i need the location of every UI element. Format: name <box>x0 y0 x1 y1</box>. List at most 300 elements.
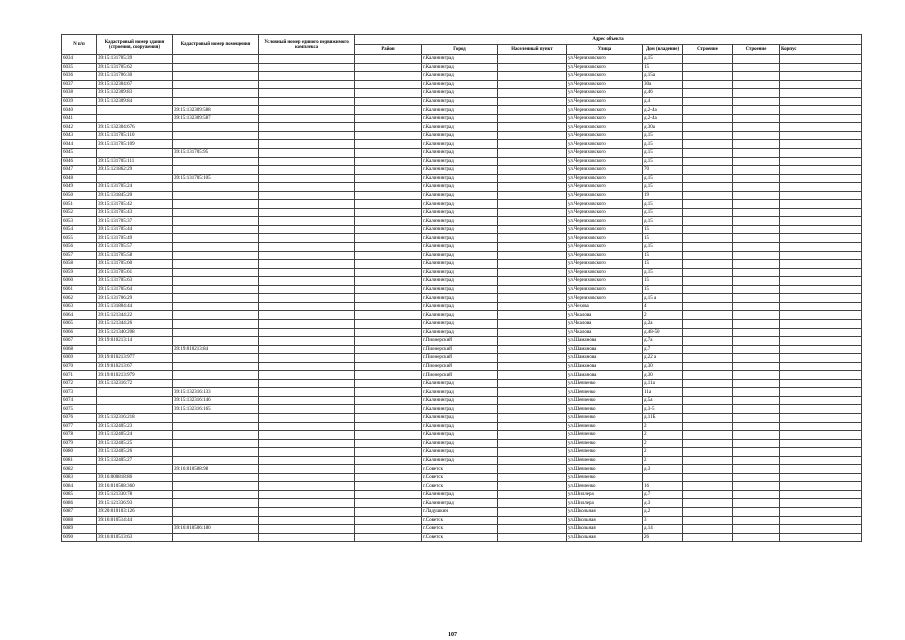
cell-settlement <box>498 337 567 346</box>
cell-num: 6042 <box>62 123 97 132</box>
cell-cad-room <box>173 268 259 277</box>
table-row <box>62 413 862 422</box>
cell-city: г.Советск <box>422 525 498 534</box>
cell-complex <box>259 285 355 294</box>
cell-street: ул.Черниховского <box>567 183 643 192</box>
cell-structure <box>733 388 780 397</box>
cell-street: ул.Шевченко <box>567 422 643 431</box>
cell-structure <box>733 302 780 311</box>
cell-corpus <box>780 217 862 226</box>
cell-settlement <box>498 183 567 192</box>
cell-complex <box>259 448 355 457</box>
cell-structure <box>733 439 780 448</box>
cell-cad-building: 39:15:132316:218 <box>97 413 173 422</box>
cell-street: ул.Шевченко <box>567 405 643 414</box>
header-cad-room: Кадастровый номер помещения <box>173 35 259 55</box>
cell-corpus <box>780 55 862 64</box>
cell-cad-room <box>173 208 259 217</box>
cell-num: 6076 <box>62 413 97 422</box>
cell-house: д.22 а <box>643 354 683 363</box>
cell-settlement <box>498 243 567 252</box>
cell-district <box>355 277 422 286</box>
cell-complex <box>259 431 355 440</box>
cell-building <box>683 123 733 132</box>
cell-num: 6061 <box>62 285 97 294</box>
header-complex: Условный номер единого недвижимого комплекса <box>259 35 355 55</box>
cell-num: 6057 <box>62 251 97 260</box>
cell-corpus <box>780 260 862 269</box>
cell-complex <box>259 191 355 200</box>
cell-corpus <box>780 371 862 380</box>
cell-building <box>683 482 733 491</box>
cell-house: 15 <box>643 251 683 260</box>
cell-num: 6085 <box>62 490 97 499</box>
cell-city: г.Советск <box>422 465 498 474</box>
cell-building <box>683 268 733 277</box>
cell-house: д.7 <box>643 345 683 354</box>
cell-house: д.15 <box>643 217 683 226</box>
cell-corpus <box>780 243 862 252</box>
cell-num: 6064 <box>62 311 97 320</box>
cell-structure <box>733 89 780 98</box>
cell-corpus <box>780 405 862 414</box>
cell-num: 6047 <box>62 166 97 175</box>
objects-table <box>61 34 862 542</box>
cell-street: ул.Черниховского <box>567 89 643 98</box>
cell-cad-room <box>173 277 259 286</box>
cell-city: г.Калининград <box>422 149 498 158</box>
cell-cad-room <box>173 516 259 525</box>
table-row <box>62 174 862 183</box>
cell-building <box>683 55 733 64</box>
cell-corpus <box>780 285 862 294</box>
cell-building <box>683 337 733 346</box>
cell-cad-room <box>173 131 259 140</box>
cell-city: г.Калининград <box>422 183 498 192</box>
table-row <box>62 294 862 303</box>
cell-settlement <box>498 174 567 183</box>
cell-street: ул.Черниховского <box>567 294 643 303</box>
cell-complex <box>259 174 355 183</box>
cell-cad-room <box>173 362 259 371</box>
cell-num: 6055 <box>62 234 97 243</box>
cell-structure <box>733 396 780 405</box>
table-row <box>62 473 862 482</box>
table-row <box>62 482 862 491</box>
cell-structure <box>733 268 780 277</box>
table-row <box>62 200 862 209</box>
cell-cad-room: 39:16:010508:98 <box>173 465 259 474</box>
cell-complex <box>259 294 355 303</box>
cell-cad-room <box>173 285 259 294</box>
cell-cad-building: 39:20:010103:126 <box>97 507 173 516</box>
cell-building <box>683 422 733 431</box>
cell-cad-building: 39:15:132405:24 <box>97 431 173 440</box>
cell-settlement <box>498 89 567 98</box>
table-row <box>62 191 862 200</box>
cell-district <box>355 191 422 200</box>
cell-city: г.Калининград <box>422 72 498 81</box>
table-row <box>62 439 862 448</box>
cell-city: г.Калининград <box>422 277 498 286</box>
cell-cad-room <box>173 302 259 311</box>
cell-street: ул.Черниховского <box>567 234 643 243</box>
cell-settlement <box>498 507 567 516</box>
table-row <box>62 490 862 499</box>
cell-street: ул.Шаманова <box>567 345 643 354</box>
cell-street: ул.Шевченко <box>567 456 643 465</box>
cell-cad-room <box>173 166 259 175</box>
cell-building <box>683 448 733 457</box>
cell-corpus <box>780 157 862 166</box>
cell-district <box>355 388 422 397</box>
cell-cad-room <box>173 448 259 457</box>
cell-settlement <box>498 200 567 209</box>
cell-num: 6039 <box>62 97 97 106</box>
cell-cad-building: 39:15:131705:61 <box>97 268 173 277</box>
register-sheet <box>61 34 861 542</box>
cell-structure <box>733 319 780 328</box>
cell-num: 6062 <box>62 294 97 303</box>
cell-house: д.5а <box>643 396 683 405</box>
cell-street: ул.Черниховского <box>567 149 643 158</box>
cell-cad-building <box>97 465 173 474</box>
cell-structure <box>733 55 780 64</box>
cell-cad-building: 39:15:121340:208 <box>97 328 173 337</box>
table-row <box>62 328 862 337</box>
cell-district <box>355 473 422 482</box>
header-city: Город <box>422 45 498 55</box>
cell-house: д.48-50 <box>643 328 683 337</box>
cell-city: г.Калининград <box>422 174 498 183</box>
cell-complex <box>259 507 355 516</box>
cell-corpus <box>780 482 862 491</box>
cell-street: ул.Чкалова <box>567 311 643 320</box>
cell-cad-building: 39:15:121862:29 <box>97 166 173 175</box>
cell-corpus <box>780 533 862 542</box>
cell-settlement <box>498 123 567 132</box>
cell-house: 11а <box>643 388 683 397</box>
cell-complex <box>259 140 355 149</box>
cell-street: ул.Шевченко <box>567 396 643 405</box>
cell-house: 2 <box>643 439 683 448</box>
cell-district <box>355 149 422 158</box>
header-cad-building: Кадастровый номер здания (строения, сооружения) <box>97 35 173 55</box>
cell-city: г.Пионерский <box>422 354 498 363</box>
cell-district <box>355 311 422 320</box>
cell-building <box>683 319 733 328</box>
cell-corpus <box>780 413 862 422</box>
cell-cad-building <box>97 396 173 405</box>
cell-structure <box>733 225 780 234</box>
cell-corpus <box>780 166 862 175</box>
cell-building <box>683 516 733 525</box>
header-house: Дом (владение) <box>643 45 683 55</box>
cell-district <box>355 499 422 508</box>
cell-structure <box>733 285 780 294</box>
cell-district <box>355 243 422 252</box>
cell-district <box>355 525 422 534</box>
cell-complex <box>259 456 355 465</box>
cell-building <box>683 72 733 81</box>
cell-city: г.Калининград <box>422 396 498 405</box>
cell-settlement <box>498 388 567 397</box>
cell-cad-room <box>173 311 259 320</box>
cell-structure <box>733 277 780 286</box>
cell-settlement <box>498 311 567 320</box>
cell-building <box>683 473 733 482</box>
cell-city: г.Калининград <box>422 456 498 465</box>
cell-num: 6038 <box>62 89 97 98</box>
cell-cad-building: 39:15:132304:67 <box>97 80 173 89</box>
cell-building <box>683 371 733 380</box>
cell-house: 2 <box>643 422 683 431</box>
cell-city: г.Советск <box>422 482 498 491</box>
cell-cad-room <box>173 490 259 499</box>
cell-settlement <box>498 191 567 200</box>
cell-building <box>683 80 733 89</box>
table-row <box>62 80 862 89</box>
cell-house: д.30 <box>643 362 683 371</box>
cell-settlement <box>498 277 567 286</box>
cell-complex <box>259 405 355 414</box>
cell-num: 6079 <box>62 439 97 448</box>
cell-street: ул.Чкалова <box>567 319 643 328</box>
table-row <box>62 251 862 260</box>
cell-corpus <box>780 208 862 217</box>
table-row <box>62 234 862 243</box>
cell-structure <box>733 80 780 89</box>
cell-city: г.Пионерский <box>422 362 498 371</box>
table-row <box>62 225 862 234</box>
cell-cad-building: 39:15:131845:20 <box>97 191 173 200</box>
cell-structure <box>733 166 780 175</box>
cell-city: г.Калининград <box>422 431 498 440</box>
cell-corpus <box>780 396 862 405</box>
cell-complex <box>259 183 355 192</box>
cell-cad-room <box>173 482 259 491</box>
cell-house: д.4 <box>643 97 683 106</box>
cell-cad-building: 39:15:121330:78 <box>97 490 173 499</box>
cell-settlement <box>498 328 567 337</box>
cell-district <box>355 371 422 380</box>
cell-house: 4 <box>643 302 683 311</box>
cell-settlement <box>498 396 567 405</box>
cell-corpus <box>780 140 862 149</box>
cell-complex <box>259 251 355 260</box>
cell-settlement <box>498 490 567 499</box>
cell-street: ул.Черниховского <box>567 123 643 132</box>
cell-structure <box>733 200 780 209</box>
cell-city: г.Калининград <box>422 234 498 243</box>
cell-corpus <box>780 114 862 123</box>
cell-complex <box>259 388 355 397</box>
cell-house: 15 <box>643 234 683 243</box>
table-row <box>62 183 862 192</box>
cell-city: г.Пионерский <box>422 371 498 380</box>
cell-house: д.11а <box>643 379 683 388</box>
cell-street: ул.Школьная <box>567 516 643 525</box>
cell-street: ул.Чехова <box>567 302 643 311</box>
cell-num: 6066 <box>62 328 97 337</box>
cell-complex <box>259 499 355 508</box>
cell-street: ул.Шевченко <box>567 482 643 491</box>
cell-district <box>355 174 422 183</box>
cell-cad-room <box>173 456 259 465</box>
cell-house: 70 <box>643 166 683 175</box>
cell-district <box>355 413 422 422</box>
cell-house: 15 <box>643 225 683 234</box>
cell-num: 6041 <box>62 114 97 123</box>
cell-district <box>355 490 422 499</box>
cell-street: ул.Черниховского <box>567 97 643 106</box>
cell-street: ул.Черниховского <box>567 157 643 166</box>
cell-city: г.Калининград <box>422 499 498 508</box>
cell-cad-building: 39:15:132405:26 <box>97 448 173 457</box>
table-row <box>62 89 862 98</box>
cell-city: г.Калининград <box>422 422 498 431</box>
cell-corpus <box>780 123 862 132</box>
cell-building <box>683 208 733 217</box>
cell-district <box>355 131 422 140</box>
cell-street: ул.Школьная <box>567 507 643 516</box>
cell-city: г.Советск <box>422 533 498 542</box>
cell-street: ул.Шевченко <box>567 448 643 457</box>
cell-structure <box>733 149 780 158</box>
cell-cad-room <box>173 89 259 98</box>
cell-cad-building <box>97 149 173 158</box>
cell-street: ул.Черниховского <box>567 285 643 294</box>
cell-building <box>683 362 733 371</box>
cell-cad-building: 39:15:131804:44 <box>97 302 173 311</box>
cell-structure <box>733 131 780 140</box>
cell-complex <box>259 89 355 98</box>
cell-cad-room <box>173 439 259 448</box>
cell-structure <box>733 183 780 192</box>
cell-house: д.15 <box>643 243 683 252</box>
cell-district <box>355 294 422 303</box>
cell-corpus <box>780 490 862 499</box>
cell-cad-room <box>173 499 259 508</box>
cell-city: г.Калининград <box>422 80 498 89</box>
cell-corpus <box>780 174 862 183</box>
cell-district <box>355 251 422 260</box>
cell-cad-building: 39:15:131705:39 <box>97 55 173 64</box>
cell-complex <box>259 439 355 448</box>
cell-city: г.Советск <box>422 516 498 525</box>
cell-cad-building: 39:15:131705:58 <box>97 251 173 260</box>
cell-district <box>355 482 422 491</box>
cell-building <box>683 285 733 294</box>
cell-building <box>683 490 733 499</box>
cell-building <box>683 63 733 72</box>
table-row <box>62 388 862 397</box>
cell-street: ул.Черниховского <box>567 225 643 234</box>
cell-structure <box>733 499 780 508</box>
cell-corpus <box>780 106 862 115</box>
cell-city: г.Калининград <box>422 294 498 303</box>
cell-street: ул.Шевченко <box>567 379 643 388</box>
cell-num: 6052 <box>62 208 97 217</box>
cell-city: г.Калининград <box>422 388 498 397</box>
cell-cad-building: 39:15:131705:44 <box>97 225 173 234</box>
cell-city: г.Калининград <box>422 490 498 499</box>
table-row <box>62 371 862 380</box>
cell-settlement <box>498 413 567 422</box>
cell-structure <box>733 311 780 320</box>
cell-house: д.3 <box>643 465 683 474</box>
table-row <box>62 208 862 217</box>
cell-city: г.Калининград <box>422 114 498 123</box>
cell-structure <box>733 379 780 388</box>
cell-complex <box>259 200 355 209</box>
cell-cad-building: 39:15:131706:30 <box>97 72 173 81</box>
cell-complex <box>259 114 355 123</box>
cell-cad-room: 39:15:132316:165 <box>173 405 259 414</box>
cell-street: ул.Школьная <box>567 525 643 534</box>
cell-district <box>355 217 422 226</box>
cell-complex <box>259 166 355 175</box>
table-row <box>62 354 862 363</box>
cell-city: г.Калининград <box>422 225 498 234</box>
cell-cad-room <box>173 354 259 363</box>
table-row <box>62 140 862 149</box>
cell-building <box>683 302 733 311</box>
cell-corpus <box>780 473 862 482</box>
cell-settlement <box>498 294 567 303</box>
cell-complex <box>259 302 355 311</box>
table-row <box>62 431 862 440</box>
cell-corpus <box>780 354 862 363</box>
cell-cad-room <box>173 251 259 260</box>
cell-house: 15 <box>643 260 683 269</box>
cell-building <box>683 131 733 140</box>
cell-num: 6051 <box>62 200 97 209</box>
cell-street: ул.Черниховского <box>567 174 643 183</box>
cell-corpus <box>780 294 862 303</box>
cell-corpus <box>780 439 862 448</box>
cell-cad-room <box>173 123 259 132</box>
cell-house: д.15 <box>643 200 683 209</box>
cell-house: д.15 <box>643 140 683 149</box>
cell-cad-room <box>173 97 259 106</box>
cell-building <box>683 396 733 405</box>
cell-street: ул.Шевченко <box>567 465 643 474</box>
cell-building <box>683 149 733 158</box>
cell-complex <box>259 97 355 106</box>
cell-complex <box>259 311 355 320</box>
cell-cad-building <box>97 106 173 115</box>
cell-building <box>683 431 733 440</box>
cell-structure <box>733 234 780 243</box>
cell-house: 15 <box>643 285 683 294</box>
cell-num: 6080 <box>62 448 97 457</box>
cell-cad-room <box>173 319 259 328</box>
page-number: 107 <box>448 632 457 638</box>
cell-building <box>683 251 733 260</box>
table-row <box>62 97 862 106</box>
cell-corpus <box>780 268 862 277</box>
cell-cad-building <box>97 388 173 397</box>
table-row <box>62 157 862 166</box>
cell-corpus <box>780 465 862 474</box>
cell-district <box>355 362 422 371</box>
cell-building <box>683 114 733 123</box>
cell-building <box>683 507 733 516</box>
cell-cad-building: 39:15:131705:43 <box>97 208 173 217</box>
cell-settlement <box>498 131 567 140</box>
cell-house: д.15 <box>643 208 683 217</box>
